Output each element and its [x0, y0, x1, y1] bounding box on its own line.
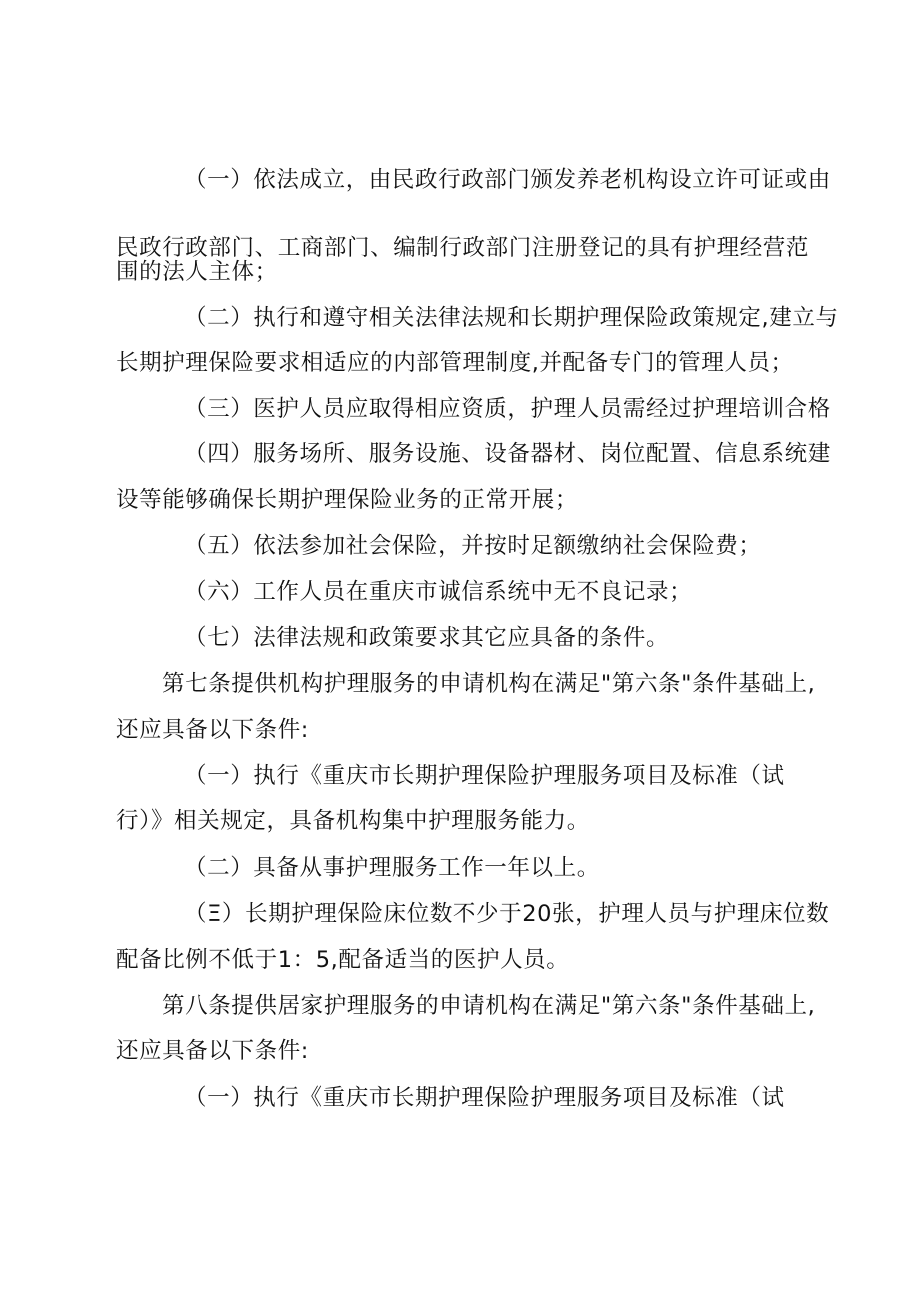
text-line: 民政行政部门、工商部门、编制行政部门注册登记的具有护理经营范 [116, 235, 810, 261]
text-line: （一）执行《重庆市长期护理保险护理服务项目及标准（试 [184, 1085, 785, 1111]
text-line: （Ξ）长期护理保险床位数不少于20张，护理人员与护理床位数 [184, 901, 830, 927]
text-line: （一）执行《重庆市长期护理保险护理服务项目及标准（试 [184, 763, 785, 789]
text-line: 长期护理保险要求相适应的内部管理制度,并配备专门的管理人员； [116, 350, 794, 376]
text-line: （七）法律法规和政策要求其它应具备的条件。 [184, 625, 670, 651]
text-line: 行）》相关规定，具备机构集中护理服务能力。 [116, 808, 590, 834]
text-line: 第七条提供机构护理服务的申请机构在满足"第六条"条件基础上, [162, 671, 816, 697]
text-line: （五）依法参加社会保险，并按时足额缴纳社会保险费； [184, 533, 762, 559]
text-line: 第八条提供居家护理服务的申请机构在满足"第六条"条件基础上, [162, 993, 816, 1019]
text-line: （二）具备从事护理服务工作一年以上。 [184, 855, 600, 881]
text-line: （三）医护人员应取得相应资质，护理人员需经过护理培训合格 [184, 396, 831, 422]
text-line: 还应具备以下条件: [116, 717, 309, 743]
text-line: 设等能够确保长期护理保险业务的正常开展； [116, 487, 579, 513]
text-line: （一）依法成立，由民政行政部门颁发养老机构设立许可证或由 [184, 167, 831, 193]
text-line: 还应具备以下条件: [116, 1038, 309, 1064]
text-line: （四）服务场所、服务设施、设备器材、岗位配置、信息系统建 [184, 441, 831, 467]
text-line: 围的法人主体； [116, 259, 278, 285]
text-line: （六）工作人员在重庆市诚信系统中无不良记录； [184, 579, 693, 605]
text-line: （二）执行和遵守相关法律法规和长期护理保险政策规定,建立与 [184, 305, 839, 331]
text-line: 配备比例不低于1：5,配备适当的医护人员。 [116, 947, 570, 973]
